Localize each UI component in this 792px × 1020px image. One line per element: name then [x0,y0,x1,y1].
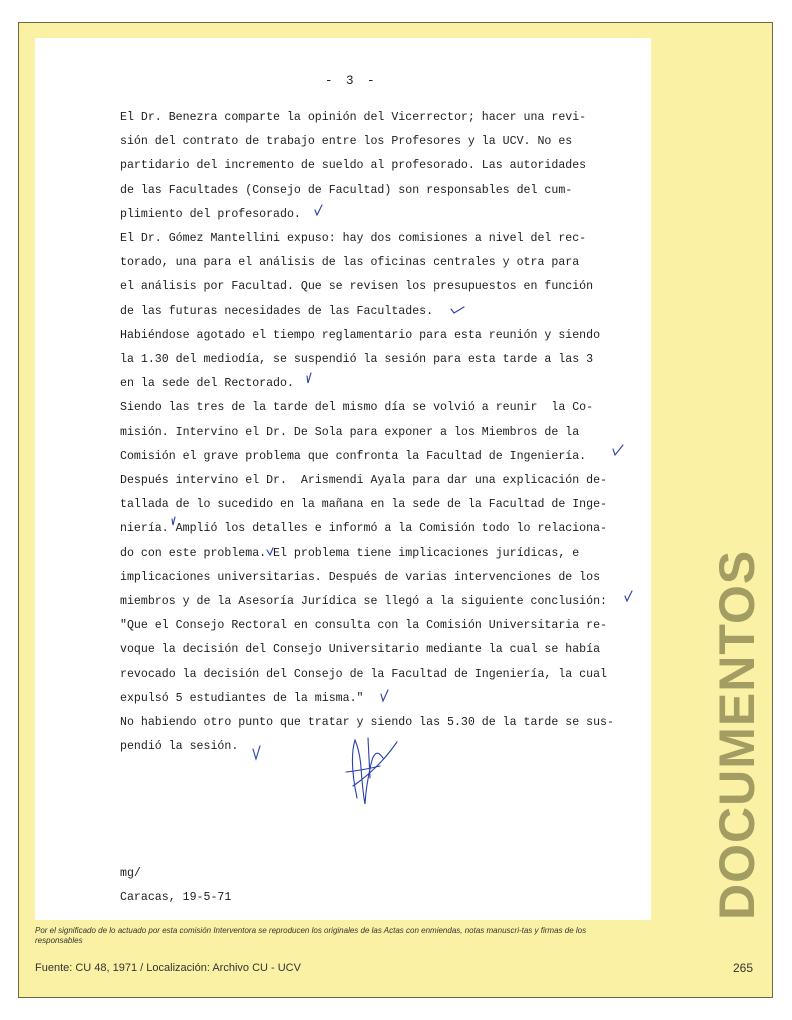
text-line: El Dr. Gómez Mantellini expuso: hay dos comisiones a nivel del rec- [120,232,587,246]
page-number: 265 [732,961,753,975]
text-line: Comisión el grave problema que confronta la Facultad de Ingeniería. [120,449,587,463]
source-note: Fuente: CU 48, 1971 / Localización: Archivo CU - UCV [35,962,301,974]
text-line: plimiento del profesorado. [120,207,301,221]
text-line: No habiendo otro punto que tratar y siendo las 5.30 de la tarde se sus- [120,716,614,730]
text-line: sión del contrato de trabajo entre los Profesores y la UCV. No es [120,135,573,149]
text-line: el análisis por Facultad. Que se revisen los presupuestos en función [120,280,594,294]
section-title-vertical: DOCUMENTOS [709,549,765,920]
text-line: tallada de lo sucedido en la mañana en la sede de la Facultad de Inge- [120,498,608,512]
text-line: El Dr. Benezra comparte la opinión del Vicerrector; hacer una revi- [120,111,587,124]
closing-block [120,862,231,910]
typist-initials: mg/ [120,867,141,880]
scanned-document [35,38,651,920]
text-line: "Que el Consejo Rectoral en consulta con la Comisión Universitaria re- [120,619,608,633]
text-line: de las Facultades (Consejo de Facultad) son responsables del cum- [120,183,573,197]
text-line: revocado la decisión del Consejo de la Facultad de Ingeniería, la cual [120,667,608,681]
text-line: la 1.30 del mediodía, se suspendió la sesión para esta tarde a las 3 [120,353,594,367]
text-line: do con este problema. El problema tiene implicaciones jurídicas, e [120,546,580,560]
typed-text-body [120,106,640,759]
text-line: expulsó 5 estudiantes de la misma." [120,691,364,705]
text-line: pendió la sesión. [120,740,239,754]
text-line: miembros y de la Asesoría Jurídica se llegó a la siguiente conclusión: [120,595,608,609]
text-line: niería. Amplió los detalles e informó a la Comisión todo lo relaciona- [120,522,608,536]
text-line: en la sede del Rectorado. [120,377,294,391]
text-line: Siendo las tres de la tarde del mismo día se volvió a reunir la Co- [120,401,594,415]
text-line: voque la decisión del Consejo Universitario mediante la cual se había [120,643,601,657]
text-line: torado, una para el análisis de las oficinas centrales y otra para [120,256,580,270]
text-line: Habiéndose agotado el tiempo reglamentario para esta reunión y siendo [120,328,601,342]
text-line: partidario del incremento de sueldo al profesorado. Las autoridades [120,159,587,173]
page-marker: - 3 - [325,74,378,88]
text-line: Después intervino el Dr. Arismendi Ayala para dar una explicación de- [120,474,608,488]
text-line: de las futuras necesidades de las Facultades. [120,304,434,318]
text-line: misión. Intervino el Dr. De Sola para exponer a los Miembros de la [120,425,580,439]
figure-caption: Por el significado de lo actuado por esta comisión Interventora se reproducen los originales de las Actas con enmiendas, notas manuscri-tas y firmas de los responsables [35,926,587,945]
place-date: Caracas, 19-5-71 [120,891,232,904]
text-line: implicaciones universitarias. Después de varias intervenciones de los [120,570,601,584]
